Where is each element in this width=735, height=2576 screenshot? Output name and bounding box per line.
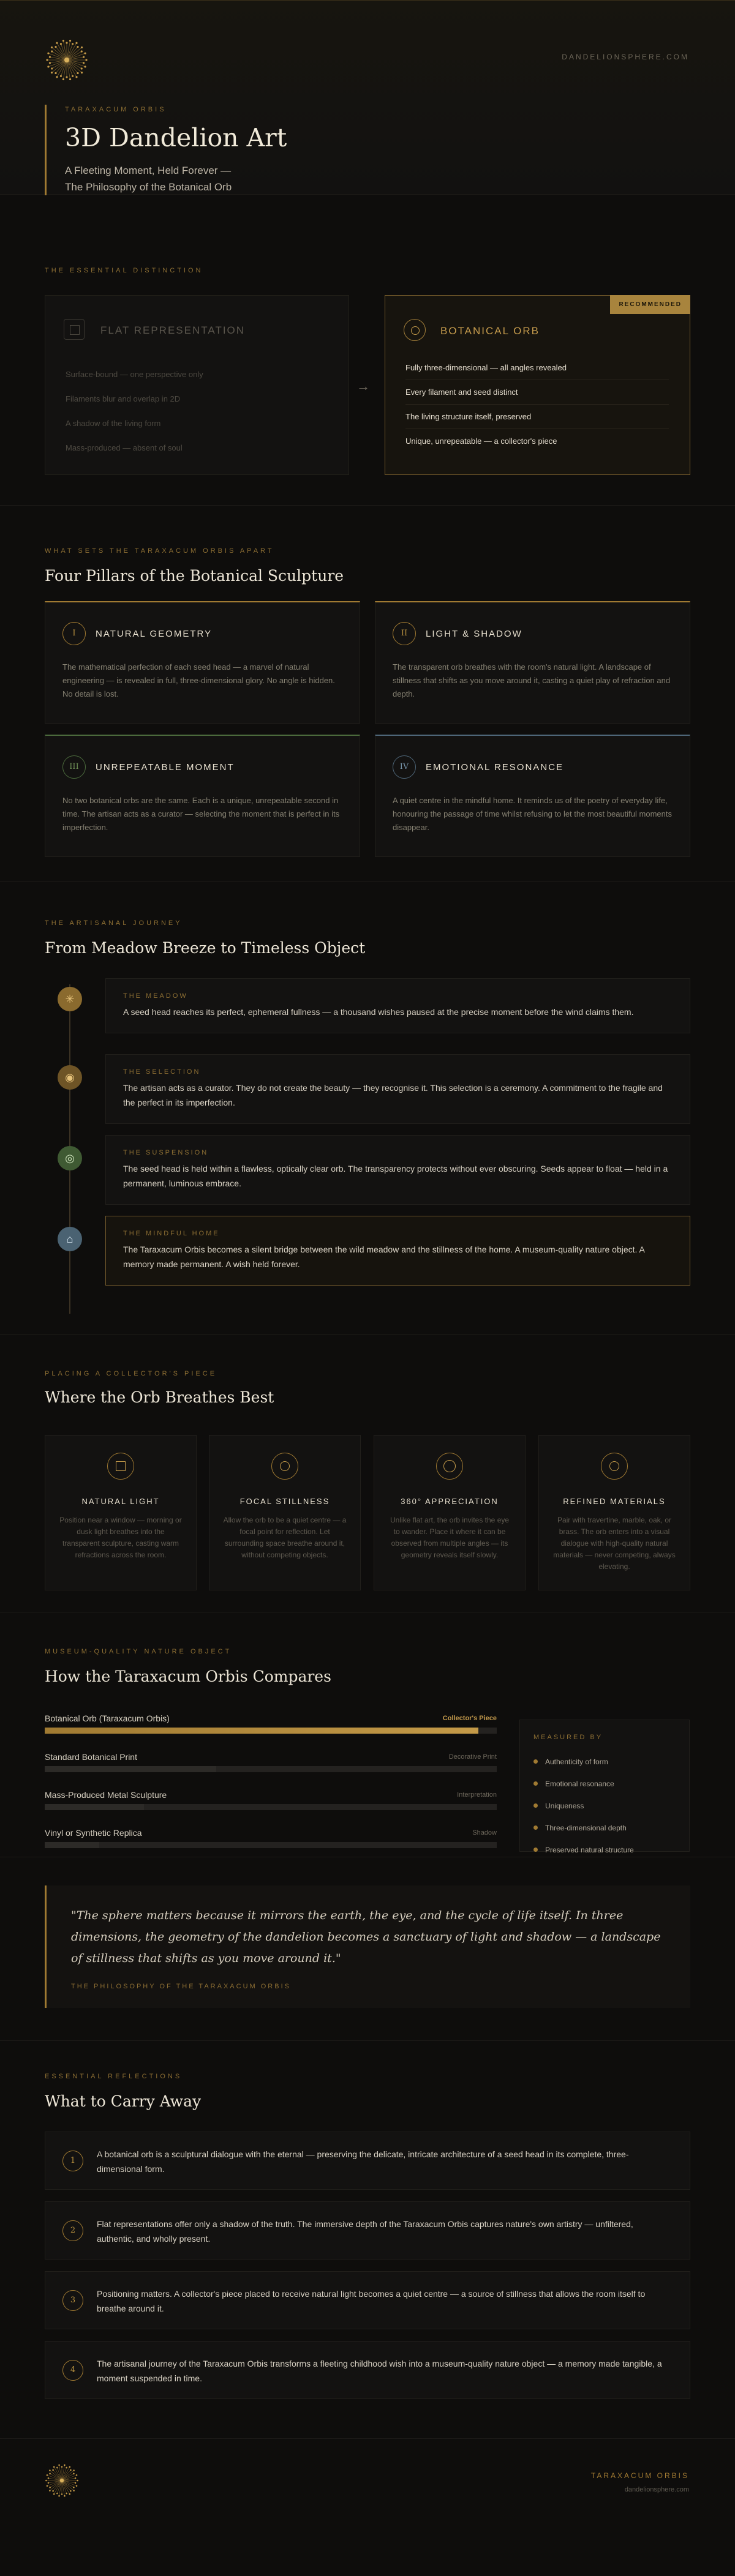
compare-badge: Interpretation xyxy=(457,1791,497,1799)
quote-section xyxy=(0,1857,735,2041)
section-title: From Meadow Breeze to Timeless Object xyxy=(45,939,366,957)
pillar-number: IV xyxy=(393,755,416,779)
card-description: Allow the orb to be a quiet centre — a focal point for reflection. Let surrounding space breathe around it, without competing objects. xyxy=(223,1516,347,1559)
recommended-badge: RECOMMENDED xyxy=(610,295,690,314)
section-eyebrow: MUSEUM-QUALITY NATURE OBJECT xyxy=(45,1648,232,1655)
reflection-item xyxy=(45,2201,690,2260)
compare-name: Botanical Orb (Taraxacum Orbis) xyxy=(45,1713,170,1723)
compare-name: Standard Botanical Print xyxy=(45,1752,137,1762)
placement-card xyxy=(538,1435,690,1590)
flat-representation-card xyxy=(45,295,349,475)
step-label: THE MEADOW xyxy=(123,992,188,1000)
sparkle-icon: ✳ xyxy=(58,987,82,1011)
reflection-number: 3 xyxy=(62,2290,83,2311)
list-item: Fully three-dimensional — all angles revealed xyxy=(405,356,669,380)
reflection-number: 4 xyxy=(62,2360,83,2381)
compare-bar-fill xyxy=(45,1766,216,1772)
compare-bar-track xyxy=(45,1728,497,1734)
reflection-number: 1 xyxy=(62,2151,83,2171)
pillar-card xyxy=(45,601,360,724)
step-label: THE SELECTION xyxy=(123,1068,201,1076)
target-icon: ◎ xyxy=(58,1146,82,1170)
list-item: Emotional resonance xyxy=(533,1773,676,1795)
step-label: THE MINDFUL HOME xyxy=(123,1230,220,1237)
pillar-card xyxy=(45,735,360,857)
compare-bar-track xyxy=(45,1804,497,1810)
card-title: BOTANICAL ORB xyxy=(440,325,540,337)
reflection-text: Positioning matters. A collector's piece placed to receive natural light becomes a quiet centre — a source of stillness that allows the room itself to breathe around it. xyxy=(97,2289,646,2313)
list-item: Every filament and seed distinct xyxy=(405,380,669,405)
step-label: THE SUSPENSION xyxy=(123,1149,209,1156)
placement-card xyxy=(209,1435,361,1590)
title-block xyxy=(45,105,287,195)
window-icon xyxy=(107,1453,134,1480)
section-eyebrow: WHAT SETS THE TARAXACUM ORBIS APART xyxy=(45,547,274,555)
circle-icon xyxy=(436,1453,463,1480)
pillar-description: No two botanical orbs are the same. Each is a unique, unrepeatable second in time. The artisan acts as a curator — selecting the moment that is perfect in its imperfection. xyxy=(62,796,340,832)
list-item: The living structure itself, preserved xyxy=(405,405,669,429)
reflection-item xyxy=(45,2341,690,2399)
list-item: Mass-produced — absent of soul xyxy=(66,443,183,452)
placement-card xyxy=(45,1435,197,1590)
placing-section xyxy=(0,1335,735,1612)
pillar-title: LIGHT & SHADOW xyxy=(426,629,522,639)
hero-tag: TARAXACUM ORBIS xyxy=(65,106,167,113)
reflection-text: Flat representations offer only a shadow of the truth. The immersive depth of the Taraxacum Orbis captures nature's own artistry — unfiltered, authentic, and wholly present. xyxy=(97,2219,633,2244)
hero-subtitle xyxy=(65,162,287,195)
list-item: A shadow of the living form xyxy=(66,419,161,428)
card-description: Pair with travertine, marble, oak, or brass. The orb enters into a visual dialogue with high-quality natural materials — never competing, always elevating. xyxy=(553,1516,676,1571)
dandelion-logo-icon xyxy=(45,39,88,81)
compare-bar-track xyxy=(45,1766,497,1772)
list-item: Unique, unrepeatable — a collector's piece xyxy=(405,436,557,446)
card-title: 360° APPRECIATION xyxy=(401,1497,499,1506)
page-title: 3D Dandelion Art xyxy=(65,123,287,152)
pillar-title: EMOTIONAL RESONANCE xyxy=(426,762,564,773)
pillar-description: A quiet centre in the mindful home. It reminds us of the poetry of everyday life, honouring the passage of time whilst refusing to let the most beautiful moments disappear. xyxy=(393,796,672,832)
quote-text: "The sphere matters because it mirrors the earth, the eye, and the cycle of life itself. In three dimensions, the geometry of the dandelion becomes a sanctuary of light and shadow — a landscape of stillness that shifts as you move around it." xyxy=(71,1909,661,1965)
compare-bar-fill xyxy=(45,1804,144,1810)
list-item: Filaments blur and overlap in 2D xyxy=(66,394,181,403)
pillar-number: I xyxy=(62,622,86,645)
section-eyebrow: THE ARTISANAL JOURNEY xyxy=(45,919,183,927)
journey-section xyxy=(0,882,735,1335)
pillar-description: The mathematical perfection of each seed head — a marvel of natural engineering — is revealed in full, three-dimensional glory. No angle is hidden. No detail is lost. xyxy=(62,662,335,698)
arrow-right-icon: → xyxy=(356,378,370,394)
eye-icon: ◉ xyxy=(58,1065,82,1090)
compare-bar-fill xyxy=(45,1842,99,1848)
section-title: How the Taraxacum Orbis Compares xyxy=(45,1668,331,1685)
pillar-number: III xyxy=(62,755,86,779)
pull-quote xyxy=(45,1885,690,2008)
journey-step xyxy=(105,1135,690,1205)
card-title: FOCAL STILLNESS xyxy=(239,1497,330,1506)
compare-bar-track xyxy=(45,1842,497,1848)
hero-header xyxy=(0,0,735,195)
list-item: Three-dimensional depth xyxy=(533,1817,676,1839)
footer xyxy=(0,2439,735,2539)
step-description: A seed head reaches its perfect, ephemeral fullness — a thousand wishes paused at the precise moment before the wind claims them. xyxy=(123,1007,634,1017)
compare-row xyxy=(45,1790,497,1814)
card-description: Unlike flat art, the orb invites the eye to wander. Place it where it can be observed from multiple angles — its geometry reveals itself slowly. xyxy=(390,1516,510,1559)
subtitle-line: The Philosophy of the Botanical Orb xyxy=(65,181,232,193)
dandelion-logo-icon xyxy=(45,2463,79,2498)
step-description: The seed head is held within a flawless, optically clear orb. The transparency protects without ever obscuring. Seeds appear to float — held in a permanent, luminous embrace. xyxy=(123,1164,668,1188)
list-item: Surface-bound — one perspective only xyxy=(66,370,203,379)
site-link[interactable]: DANDELIONSPHERE.COM xyxy=(562,53,689,61)
card-description: Position near a window — morning or dusk light breathes into the transparent sculpture, casting warm refractions across the room. xyxy=(59,1516,182,1559)
section-eyebrow: PLACING A COLLECTOR'S PIECE xyxy=(45,1370,217,1377)
step-description: The Taraxacum Orbis becomes a silent bridge between the wild meadow and the stillness of the home. A museum-quality nature object. A memory made permanent. A wish held forever. xyxy=(123,1245,645,1269)
card-title: FLAT REPRESENTATION xyxy=(100,324,246,336)
distinction-section xyxy=(0,195,735,506)
focus-icon xyxy=(271,1453,298,1480)
compare-name: Mass-Produced Metal Sculpture xyxy=(45,1790,167,1800)
footer-brand: TARAXACUM ORBIS xyxy=(590,2471,689,2480)
section-eyebrow: ESSENTIAL REFLECTIONS xyxy=(45,2073,183,2080)
compare-badge: Collector's Piece xyxy=(442,1715,497,1722)
panel-label: MEASURED BY xyxy=(533,1734,603,1741)
journey-step xyxy=(105,1054,690,1124)
gem-icon xyxy=(601,1453,628,1480)
section-title: Where the Orb Breathes Best xyxy=(45,1388,274,1406)
list-item: Authenticity of form xyxy=(533,1751,676,1773)
compare-row xyxy=(45,1752,497,1777)
section-title: What to Carry Away xyxy=(45,2092,202,2110)
measured-by-panel xyxy=(519,1720,690,1852)
compare-section xyxy=(0,1612,735,1857)
pillar-description: The transparent orb breathes with the room's natural light. A landscape of stillness that shifts as you move around it, casting a quiet play of refraction and depth. xyxy=(393,662,671,698)
compare-name: Vinyl or Synthetic Replica xyxy=(45,1828,142,1838)
reflection-text: A botanical orb is a sculptural dialogue with the eternal — preserving the delicate, intricate architecture of a seed head in its complete, three-dimensional form. xyxy=(97,2149,629,2174)
journey-step xyxy=(105,1216,690,1286)
pillar-card xyxy=(375,601,690,724)
reflection-number: 2 xyxy=(62,2220,83,2241)
placement-card xyxy=(374,1435,526,1590)
list-item: Preserved natural structure xyxy=(533,1839,676,1861)
orb-icon xyxy=(404,319,426,341)
pillar-title: NATURAL GEOMETRY xyxy=(96,629,213,639)
reflections-section xyxy=(0,2041,735,2439)
compare-badge: Shadow xyxy=(472,1829,497,1837)
footer-site-link[interactable]: dandelionsphere.com xyxy=(624,2486,689,2493)
list-item: Uniqueness xyxy=(533,1795,676,1817)
section-eyebrow: THE ESSENTIAL DISTINCTION xyxy=(45,267,203,274)
card-title: REFINED MATERIALS xyxy=(563,1497,666,1506)
compare-badge: Decorative Print xyxy=(448,1753,497,1761)
card-title: NATURAL LIGHT xyxy=(81,1497,160,1506)
pillar-title: UNREPEATABLE MOMENT xyxy=(96,762,235,773)
reflection-item xyxy=(45,2271,690,2329)
compare-bar-fill xyxy=(45,1728,478,1734)
quote-attribution: THE PHILOSOPHY OF THE TARAXACUM ORBIS xyxy=(71,1983,291,1990)
compare-row xyxy=(45,1828,497,1852)
step-description: The artisan acts as a curator. They do not create the beauty — they recognise it. This selection is a ceremony. A commitment to the fragile and the perfect in its imperfection. xyxy=(123,1083,663,1107)
pillars-section xyxy=(0,506,735,882)
reflection-item xyxy=(45,2132,690,2190)
journey-step xyxy=(105,978,690,1033)
botanical-orb-card xyxy=(385,295,690,475)
section-title: Four Pillars of the Botanical Sculpture xyxy=(45,567,344,585)
pillar-card xyxy=(375,735,690,857)
reflection-text: The artisanal journey of the Taraxacum Orbis transforms a fleeting childhood wish into a museum-quality nature object — a memory made tangible, a moment suspended in time. xyxy=(97,2359,662,2383)
home-icon: ⌂ xyxy=(58,1227,82,1251)
frame-icon xyxy=(64,319,85,340)
compare-row xyxy=(45,1713,497,1738)
subtitle-line: A Fleeting Moment, Held Forever — xyxy=(65,165,232,176)
pillar-number: II xyxy=(393,622,416,645)
